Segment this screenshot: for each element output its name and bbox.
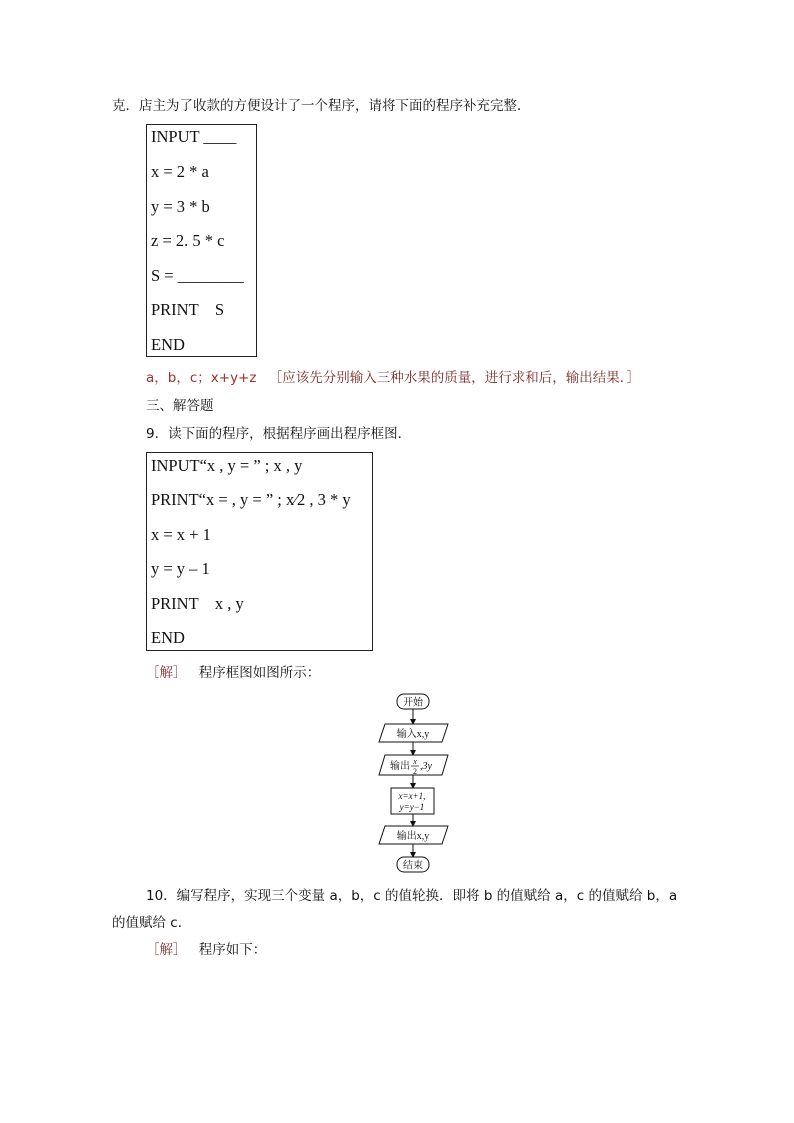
q8-answer: a，b，c；x+y+z [146,370,257,386]
q9-code-box [146,452,373,651]
q8-intro: 克．店主为了收款的方便设计了一个程序，请将下面的程序补充完整． [112,98,531,114]
code-line: x = x + 1 [151,525,211,544]
q8-explanation: ［应该先分别输入三种水果的质量，进行求和后，输出结果．］ [268,370,640,386]
q9-solution-text: 程序框图如图所示： [198,665,321,681]
code-line: INPUT ____ [151,127,237,146]
code-line: S = ________ [151,266,244,285]
q10-solution-text: 程序如下： [198,942,267,958]
code-line: END [151,628,185,647]
code-line: PRINT“x = , y = ” ; x⁄2 , 3 * y [151,490,351,509]
flowchart-output1-prefix: 输出 [390,761,410,772]
code-line: PRINT S [151,300,225,319]
flowchart [370,690,460,876]
code-line: INPUT“x , y = ” ; x , y [151,456,303,475]
flowchart-output1-denominator: 2 [413,767,417,776]
q8-code-box [146,124,257,357]
flowchart-process-line1: x=x+1, [398,791,426,801]
flowchart-output1-suffix: ,3y [420,761,432,772]
q9-solution-tag: ［解］ [146,665,187,681]
flowchart-output2-label: 输出x,y [396,831,430,842]
q9-question: 9．读下面的程序，根据程序画出程序框图． [146,426,412,442]
flowchart-end-label: 结束 [403,860,423,872]
code-line: x = 2 * a [151,162,209,181]
q10-solution-line [146,941,266,959]
code-line: z = 2. 5 * c [151,231,225,250]
q10-solution-tag: ［解］ [146,942,187,958]
flowchart-output2-node [379,826,448,844]
q10-question-line2: 的值赋给 c． [112,915,192,931]
flowchart-input-label: 输入x,y [396,729,430,740]
section-heading: 三、解答题 [146,398,214,414]
flowchart-process-line2: y=y−1 [399,802,425,812]
flowchart-start-label: 开始 [403,697,423,709]
flowchart-output1-node [379,755,448,776]
flowchart-end-node [397,857,429,872]
flowchart-input-node [379,724,448,742]
q8-answer-line [146,369,640,387]
flowchart-output1-numerator: x [413,757,417,766]
q10-question-line1: 10．编写程序，实现三个变量 a，b，c 的值轮换．即将 b 的值赋给 a，c 的值赋给 b，a [146,888,678,904]
flowchart-start-node [397,694,429,709]
code-line: y = y – 1 [151,559,210,578]
code-line: y = 3 * b [151,197,210,216]
flowchart-process-node [391,788,434,814]
q9-solution-line [146,664,320,682]
code-line: END [151,335,185,354]
code-line: PRINT x , y [151,594,244,613]
